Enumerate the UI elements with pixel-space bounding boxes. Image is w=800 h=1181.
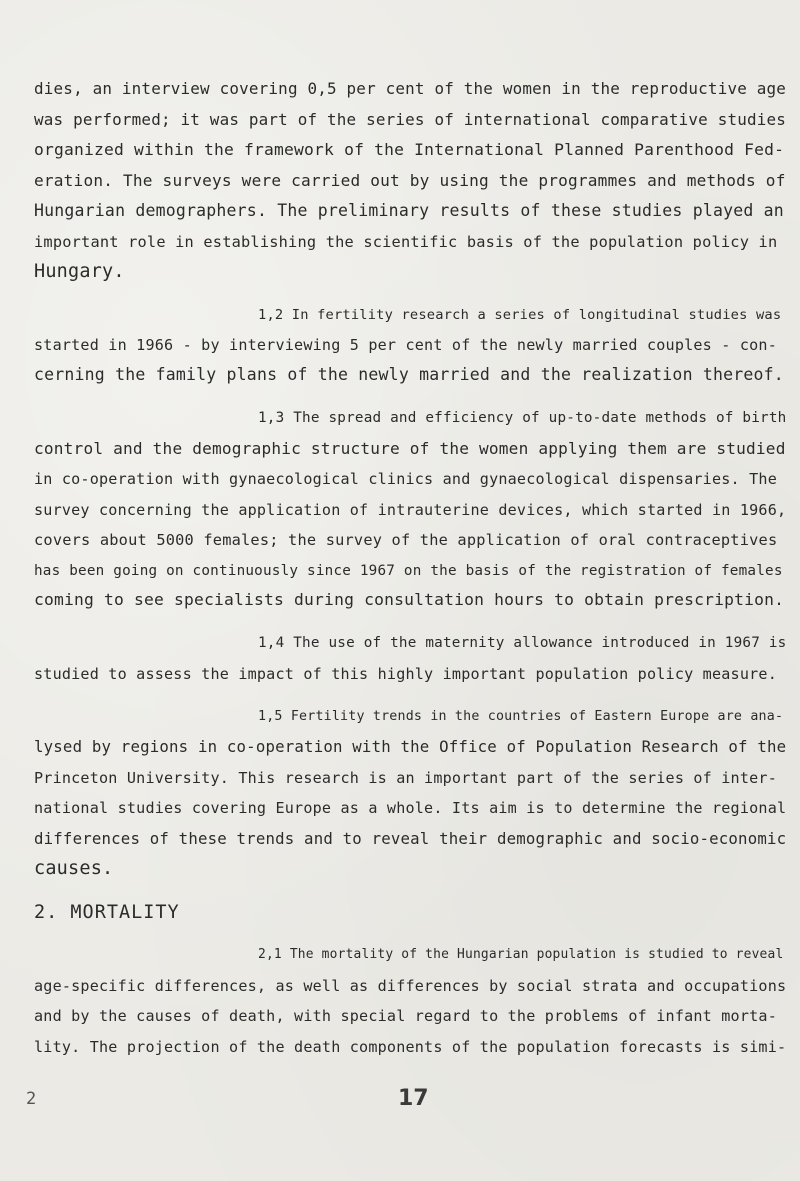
text-line: coming to see specialists during consultation hours to obtain prescription.	[34, 590, 785, 609]
text-line: Princeton University. This research is an important part of the series of inter-	[34, 769, 777, 787]
text-line: and by the causes of death, with special regard to the problems of infant morta-	[34, 1007, 777, 1025]
text-line: has been going on continuously since 1967 on the basis of the registration of females	[34, 563, 783, 579]
text-line: organized within the framework of the International Planned Parenthood Fed-	[34, 140, 785, 159]
section-heading-mortality: 2. MORTALITY	[34, 902, 180, 923]
text-line: started in 1966 - by interviewing 5 per cent of the newly married couples - con-	[34, 336, 777, 354]
text-line: dies, an interview covering 0,5 per cent of the women in the reproductive age	[34, 79, 787, 98]
text-line: important role in establishing the scientific basis of the population policy in	[34, 233, 778, 251]
text-line: control and the demographic structure of the women applying them are studied	[34, 439, 786, 458]
text-line: Hungary.	[34, 261, 125, 282]
text-line: lysed by regions in co-operation with the Office of Population Research of the	[34, 737, 787, 756]
text-line: covers about 5000 females; the survey of the application of oral contraceptives	[34, 531, 778, 549]
text-line: was performed; it was part of the series of international comparative studies	[34, 110, 787, 129]
page-number: 17	[398, 1086, 429, 1111]
text-line: in co-operation with gynaecological clinics and gynaecological dispensaries. The	[34, 470, 777, 488]
text-line: survey concerning the application of intrauterine devices, which started in 1966,	[34, 501, 787, 519]
paragraph-first-line: 2,1 The mortality of the Hungarian population is studied to reveal	[258, 947, 784, 962]
text-line: age-specific differences, as well as differences by social strata and occupations	[34, 977, 787, 995]
text-line: Hungarian demographers. The preliminary results of these studies played an	[34, 201, 784, 220]
text-line: eration. The surveys were carried out by using the programmes and methods of	[34, 171, 786, 190]
paragraph-first-line: 1,5 Fertility trends in the countries of Eastern Europe are ana-	[258, 709, 784, 724]
paragraph-first-line: 1,4 The use of the maternity allowance introduced in 1967 is	[258, 635, 787, 651]
text-line: differences of these trends and to reveal their demographic and socio-economic	[34, 829, 787, 848]
text-line: cerning the family plans of the newly married and the realization thereof.	[34, 365, 784, 384]
text-line: studied to assess the impact of this highly important population policy measure.	[34, 665, 777, 683]
paragraph-first-line: 1,3 The spread and efficiency of up-to-date methods of birth	[258, 410, 787, 426]
text-line: lity. The projection of the death components of the population forecasts is simi-	[34, 1038, 787, 1056]
paragraph-first-line: 1,2 In fertility research a series of longitudinal studies was	[258, 307, 782, 323]
text-line: national studies covering Europe as a whole. Its aim is to determine the regional	[34, 799, 787, 817]
margin-page-marker: 2	[26, 1089, 37, 1109]
text-line: causes.	[34, 858, 114, 879]
